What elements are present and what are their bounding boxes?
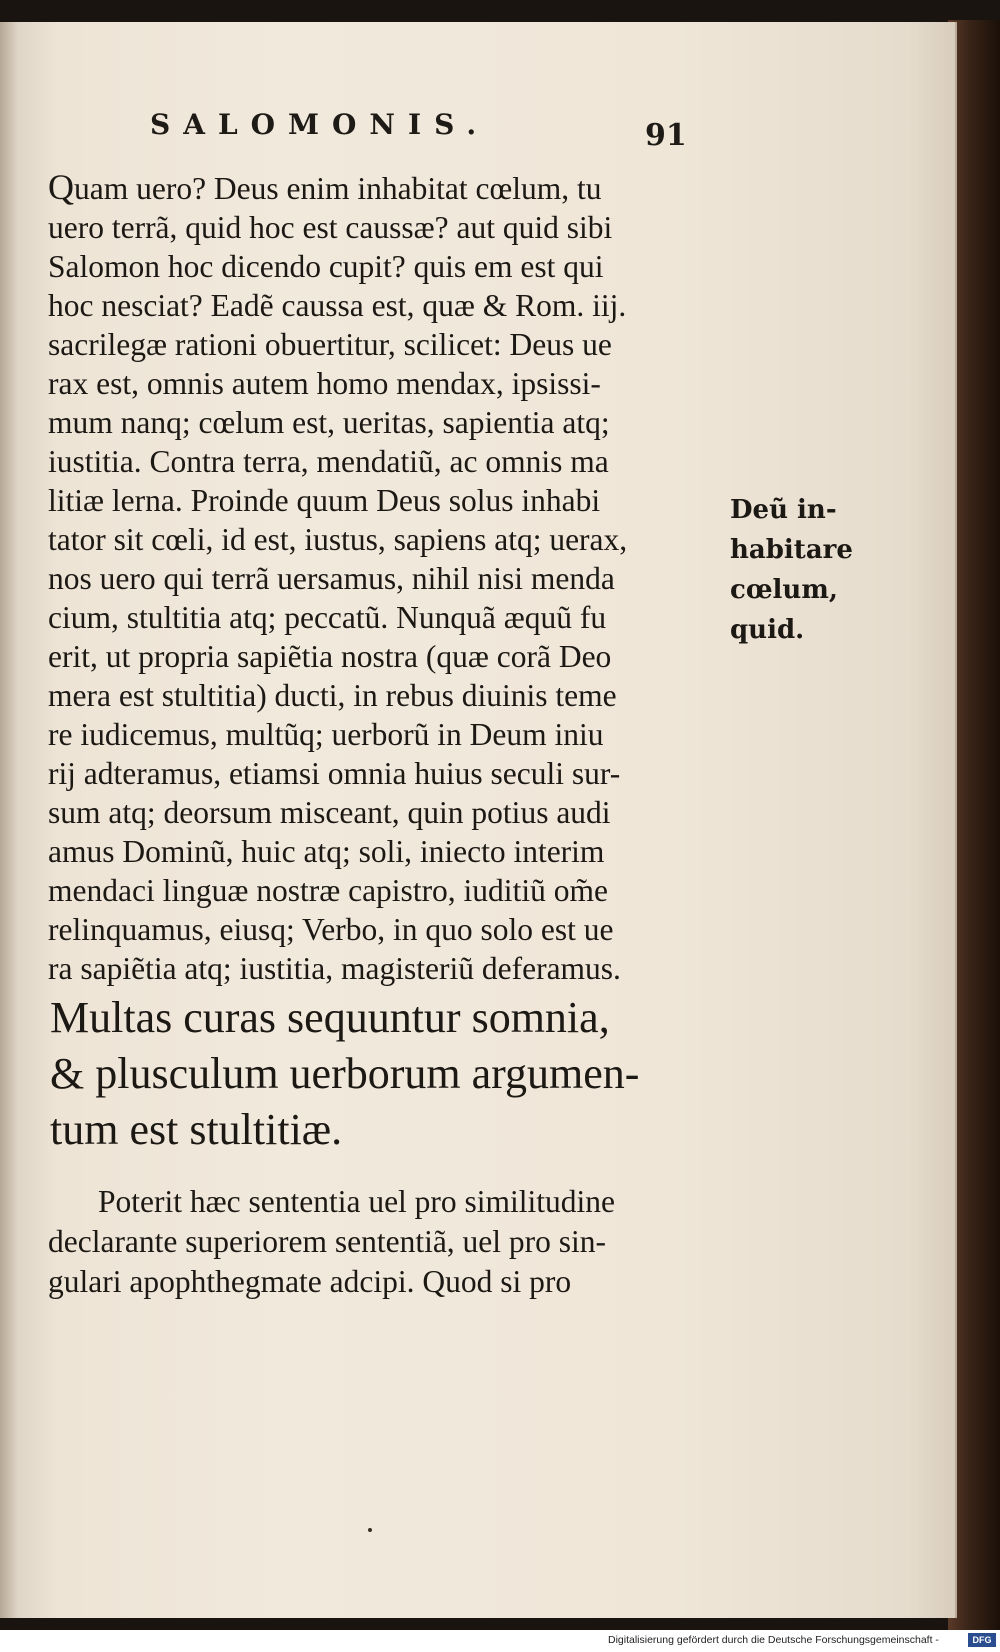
dfg-logo: DFG	[968, 1633, 996, 1647]
commentary-text	[48, 1182, 728, 1302]
body-text	[48, 168, 718, 988]
page-number: 91	[645, 118, 687, 153]
digitization-credit: Digitalisierung gefördert durch die Deutsche Forschungsgemeinschaft -	[608, 1634, 939, 1646]
verse-line: & plusculum uerborum argumen-	[50, 1049, 640, 1098]
commentary-line: gulari apophthegmate adcipi. Quod si pro	[48, 1264, 572, 1299]
page-gutter-shadow	[0, 22, 18, 1618]
commentary-line: declarante superiorem sententiã, uel pro sin-	[48, 1224, 607, 1259]
body-line: erit, ut propria sapiẽtia nostra (quæ corã Deo	[48, 639, 612, 674]
body-line: Salomon hoc dicendo cupit? quis em est qui	[48, 249, 604, 284]
marginal-note-line: Deũ in-	[730, 495, 837, 525]
marginal-note	[730, 490, 853, 650]
body-line: re iudicemus, multũq; uerborũ in Deum iniu	[48, 717, 604, 752]
body-line: litiæ lerna. Proinde quum Deus solus inhabi	[48, 483, 601, 518]
commentary-line: Poterit hæc sententia uel pro similitudine	[98, 1184, 616, 1219]
body-line: mum nanq; cœlum est, ueritas, sapientia atq;	[48, 405, 610, 440]
body-line: sacrilegæ rationi obuertitur, scilicet: Deus ue	[48, 327, 612, 362]
body-line: rax est, omnis autem homo mendax, ipsissi-	[48, 366, 601, 401]
running-head: SALOMONIS.	[150, 108, 490, 141]
body-line: sum atq; deorsum misceant, quin potius audi	[48, 795, 611, 830]
body-line: hoc nesciat? Eadẽ caussa est, quæ & Rom. iij.	[48, 288, 627, 323]
body-line: mera est stultitia) ducti, in rebus diuinis teme	[48, 678, 617, 713]
body-line: mendaci linguæ nostræ capistro, iuditiũ om̃e	[48, 873, 608, 908]
body-line: cium, stultitia atq; peccatũ. Nunquã æquũ fu	[48, 600, 607, 635]
body-line: nos uero qui terrã uersamus, nihil nisi menda	[48, 561, 615, 596]
body-line: iustitia. Contra terra, mendatiũ, ac omnis ma	[48, 444, 609, 479]
marginal-note-line: habitare	[730, 535, 853, 565]
body-line: ra sapiẽtia atq; iustitia, magisteriũ deferamus.	[48, 951, 621, 986]
body-line: rĳ adteramus, etiamsi omnia huius seculi sur-	[48, 756, 621, 791]
scripture-verse	[50, 990, 730, 1158]
body-line: Quam uero? Deus enim inhabitat cœlum, tu	[48, 167, 602, 207]
marginal-note-line: quid.	[730, 615, 805, 645]
body-line: relinquamus, eiusq; Verbo, in quo solo est ue	[48, 912, 614, 947]
body-line: tator sit cœli, id est, iustus, sapiens atq; uerax,	[48, 522, 628, 557]
marginal-note-line: cœlum,	[730, 575, 838, 605]
verse-line: Multas curas sequuntur somnia,	[50, 993, 610, 1042]
verse-line: tum est stultitiæ.	[50, 1105, 343, 1154]
page-speck	[368, 1528, 372, 1532]
body-line: uero terrã, quid hoc est caussæ? aut quid sibi	[48, 210, 613, 245]
body-line: amus Dominũ, huic atq; soli, iniecto interim	[48, 834, 605, 869]
